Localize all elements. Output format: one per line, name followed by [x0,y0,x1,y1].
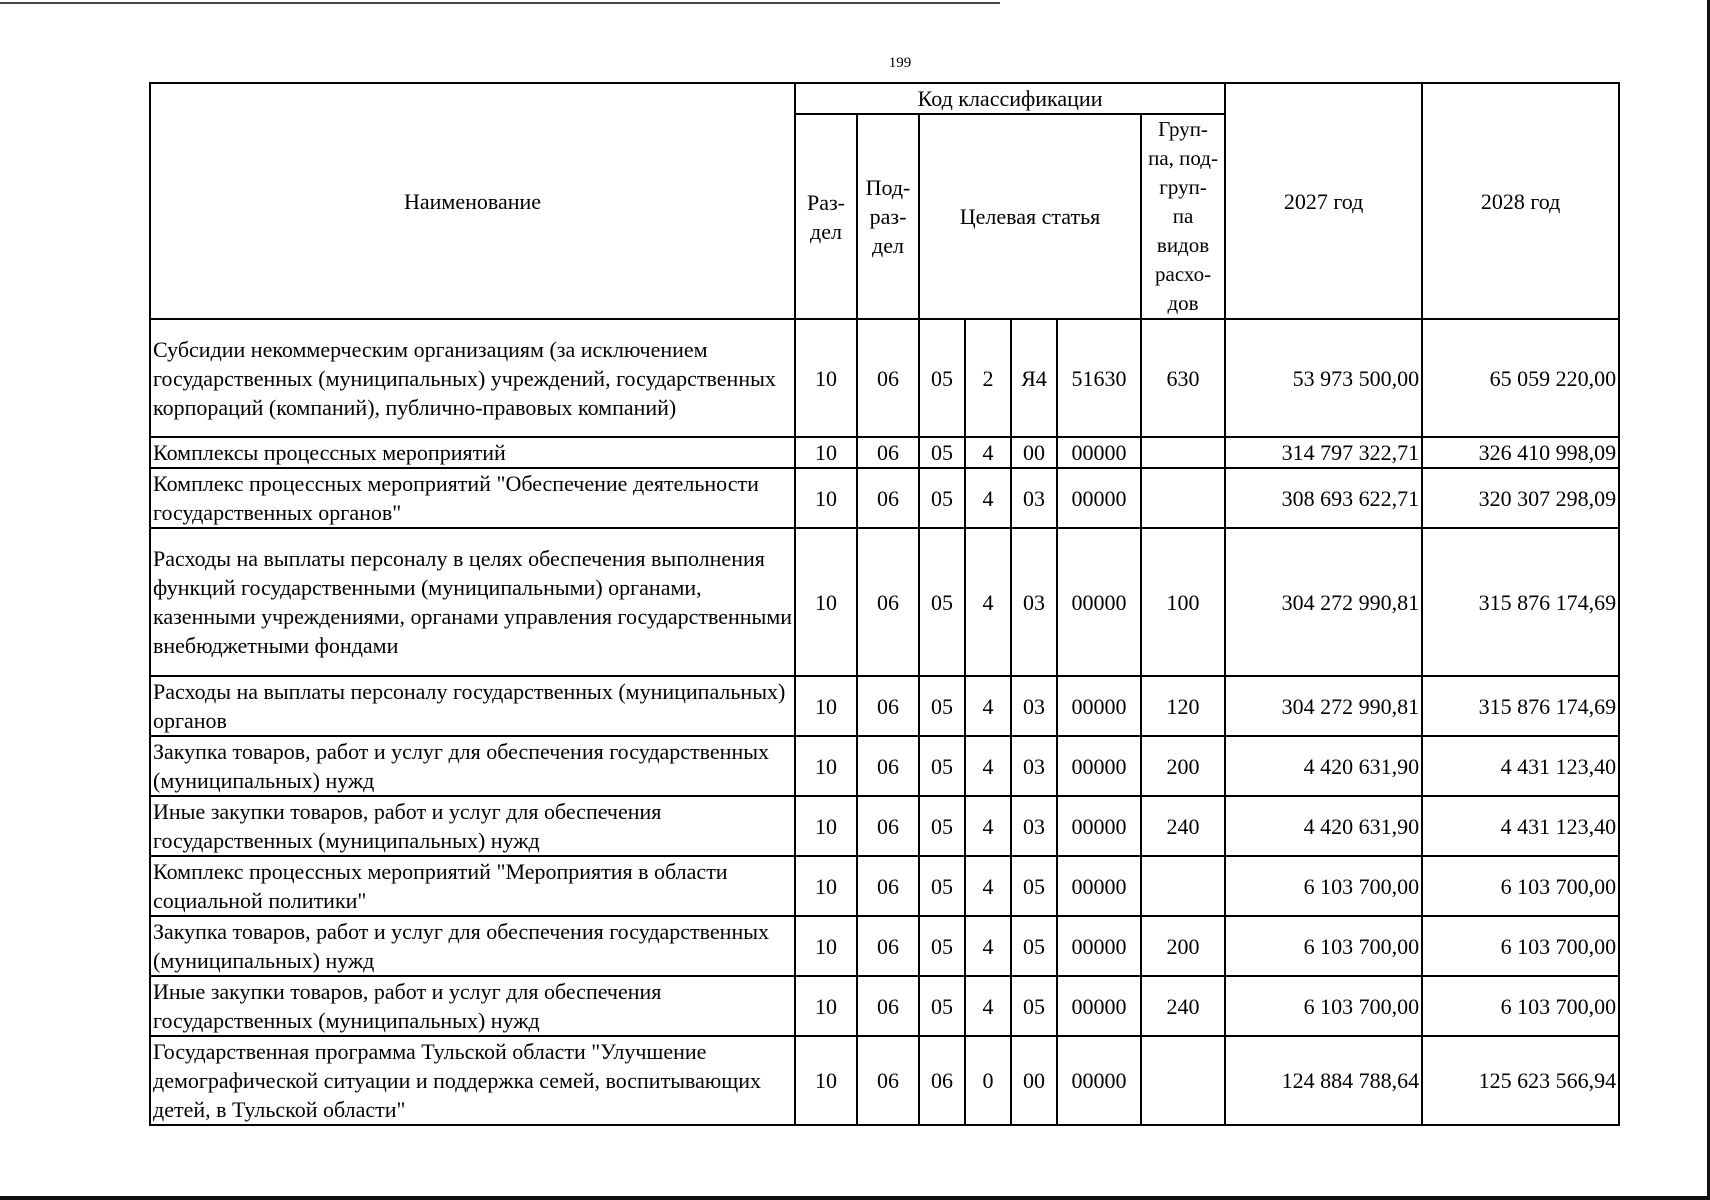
row-cs4: 51630 [1057,319,1141,437]
row-name: Иные закупки товаров, работ и услуг для обеспечения государственных (муниципальных) нужд [150,796,795,856]
row-name: Комплексы процессных мероприятий [150,437,795,468]
row-name: Закупка товаров, работ и услуг для обеспечения государственных (муниципальных) нужд [150,916,795,976]
header-year-2028: 2028 год [1422,83,1619,319]
scan-edge-top [0,2,1000,4]
row-amount-2027: 304 272 990,81 [1225,676,1422,736]
row-name: Субсидии некоммерческим организациям (за исключением государственных (муниципальных) учреждений, государственных корпораций (компаний), публично-правовых компаний) [150,319,795,437]
row-vr: 630 [1141,319,1225,437]
row-cs3: 03 [1011,736,1057,796]
row-amount-2028: 65 059 220,00 [1422,319,1619,437]
row-amount-2028: 6 103 700,00 [1422,916,1619,976]
row-vr [1141,468,1225,528]
row-pr: 06 [857,736,919,796]
table-row [150,976,1619,1036]
row-cs4: 00000 [1057,796,1141,856]
row-name: Комплекс процессных мероприятий "Обеспечение деятельности государственных органов" [150,468,795,528]
row-cs3: 05 [1011,916,1057,976]
row-cs4: 00000 [1057,976,1141,1036]
row-cs2: 4 [965,437,1011,468]
row-vr: 200 [1141,736,1225,796]
row-amount-2027: 314 797 322,71 [1225,437,1422,468]
row-name: Комплекс процессных мероприятий "Мероприятия в области социальной политики" [150,856,795,916]
table-row [150,319,1619,437]
row-rz: 10 [795,676,857,736]
table-row [150,1036,1619,1125]
table-row [150,468,1619,528]
budget-table [149,82,1620,1126]
row-cs4: 00000 [1057,736,1141,796]
row-rz: 10 [795,736,857,796]
row-cs4: 00000 [1057,856,1141,916]
row-rz: 10 [795,976,857,1036]
row-cs2: 4 [965,528,1011,676]
row-cs3: 03 [1011,676,1057,736]
row-vr [1141,437,1225,468]
row-pr: 06 [857,676,919,736]
row-cs1: 05 [919,796,965,856]
row-cs2: 4 [965,796,1011,856]
row-amount-2028: 4 431 123,40 [1422,736,1619,796]
row-cs3: 00 [1011,1036,1057,1125]
table-row [150,528,1619,676]
row-cs4: 00000 [1057,916,1141,976]
header-year-2027: 2027 год [1225,83,1422,319]
row-cs2: 4 [965,976,1011,1036]
row-amount-2028: 6 103 700,00 [1422,856,1619,916]
row-rz: 10 [795,528,857,676]
row-amount-2028: 320 307 298,09 [1422,468,1619,528]
row-amount-2027: 6 103 700,00 [1225,916,1422,976]
row-vr: 240 [1141,976,1225,1036]
row-cs3: 03 [1011,468,1057,528]
row-cs3: 00 [1011,437,1057,468]
header-expense-group: Груп- па, под- груп- па видов расхо- дов [1141,114,1225,319]
row-amount-2028: 315 876 174,69 [1422,528,1619,676]
row-pr: 06 [857,916,919,976]
row-cs2: 4 [965,676,1011,736]
row-cs3: 05 [1011,856,1057,916]
row-cs4: 00000 [1057,1036,1141,1125]
row-amount-2027: 53 973 500,00 [1225,319,1422,437]
row-cs4: 00000 [1057,437,1141,468]
header-razdel: Раз- дел [795,114,857,319]
row-pr: 06 [857,856,919,916]
row-name: Расходы на выплаты персоналу в целях обеспечения выполнения функций государственными (муниципальными) органами, казенными учреждениями, органами управления государственными внебюджетными фондами [150,528,795,676]
header-target-article: Целевая статья [919,114,1141,319]
row-amount-2028: 315 876 174,69 [1422,676,1619,736]
table-row [150,736,1619,796]
row-amount-2028: 6 103 700,00 [1422,976,1619,1036]
row-cs1: 05 [919,676,965,736]
row-cs1: 05 [919,856,965,916]
row-cs2: 4 [965,468,1011,528]
row-rz: 10 [795,796,857,856]
row-cs2: 4 [965,916,1011,976]
scan-edge-bottom [0,1196,1710,1200]
row-cs2: 2 [965,319,1011,437]
row-name: Иные закупки товаров, работ и услуг для обеспечения государственных (муниципальных) нужд [150,976,795,1036]
table-row [150,437,1619,468]
row-rz: 10 [795,468,857,528]
row-cs2: 4 [965,856,1011,916]
table-row [150,676,1619,736]
row-pr: 06 [857,528,919,676]
row-cs1: 05 [919,319,965,437]
row-rz: 10 [795,856,857,916]
row-amount-2027: 4 420 631,90 [1225,736,1422,796]
row-vr [1141,1036,1225,1125]
row-rz: 10 [795,1036,857,1125]
table-row [150,796,1619,856]
row-amount-2028: 125 623 566,94 [1422,1036,1619,1125]
row-amount-2028: 4 431 123,40 [1422,796,1619,856]
row-rz: 10 [795,319,857,437]
row-pr: 06 [857,1036,919,1125]
row-amount-2027: 6 103 700,00 [1225,856,1422,916]
row-cs1: 05 [919,736,965,796]
row-pr: 06 [857,319,919,437]
row-amount-2027: 308 693 622,71 [1225,468,1422,528]
header-classification-code: Код классификации [795,83,1225,114]
row-cs1: 05 [919,468,965,528]
row-cs1: 06 [919,1036,965,1125]
row-vr: 100 [1141,528,1225,676]
row-vr: 200 [1141,916,1225,976]
row-amount-2027: 124 884 788,64 [1225,1036,1422,1125]
table-row [150,916,1619,976]
row-cs1: 05 [919,528,965,676]
table-row [150,856,1619,916]
row-name: Расходы на выплаты персоналу государственных (муниципальных) органов [150,676,795,736]
row-name: Государственная программа Тульской области "Улучшение демографической ситуации и поддержка семей, воспитывающих детей, в Тульской области" [150,1036,795,1125]
page-number: 199 [888,55,912,71]
row-cs2: 4 [965,736,1011,796]
row-vr: 240 [1141,796,1225,856]
row-rz: 10 [795,916,857,976]
row-cs3: 05 [1011,976,1057,1036]
row-cs1: 05 [919,976,965,1036]
row-amount-2027: 6 103 700,00 [1225,976,1422,1036]
table-header [150,83,1619,319]
row-amount-2027: 304 272 990,81 [1225,528,1422,676]
row-cs4: 00000 [1057,468,1141,528]
row-amount-2028: 326 410 998,09 [1422,437,1619,468]
row-amount-2027: 4 420 631,90 [1225,796,1422,856]
row-cs4: 00000 [1057,676,1141,736]
row-cs4: 00000 [1057,528,1141,676]
row-cs2: 0 [965,1036,1011,1125]
row-cs1: 05 [919,437,965,468]
row-vr: 120 [1141,676,1225,736]
row-pr: 06 [857,468,919,528]
row-rz: 10 [795,437,857,468]
row-cs1: 05 [919,916,965,976]
header-podrazdel: Под- раз- дел [857,114,919,319]
row-pr: 06 [857,437,919,468]
row-cs3: 03 [1011,528,1057,676]
table-body [150,319,1619,1125]
row-pr: 06 [857,976,919,1036]
row-cs3: 03 [1011,796,1057,856]
row-vr [1141,856,1225,916]
row-name: Закупка товаров, работ и услуг для обеспечения государственных (муниципальных) нужд [150,736,795,796]
row-pr: 06 [857,796,919,856]
header-name: Наименование [150,83,795,319]
row-cs3: Я4 [1011,319,1057,437]
